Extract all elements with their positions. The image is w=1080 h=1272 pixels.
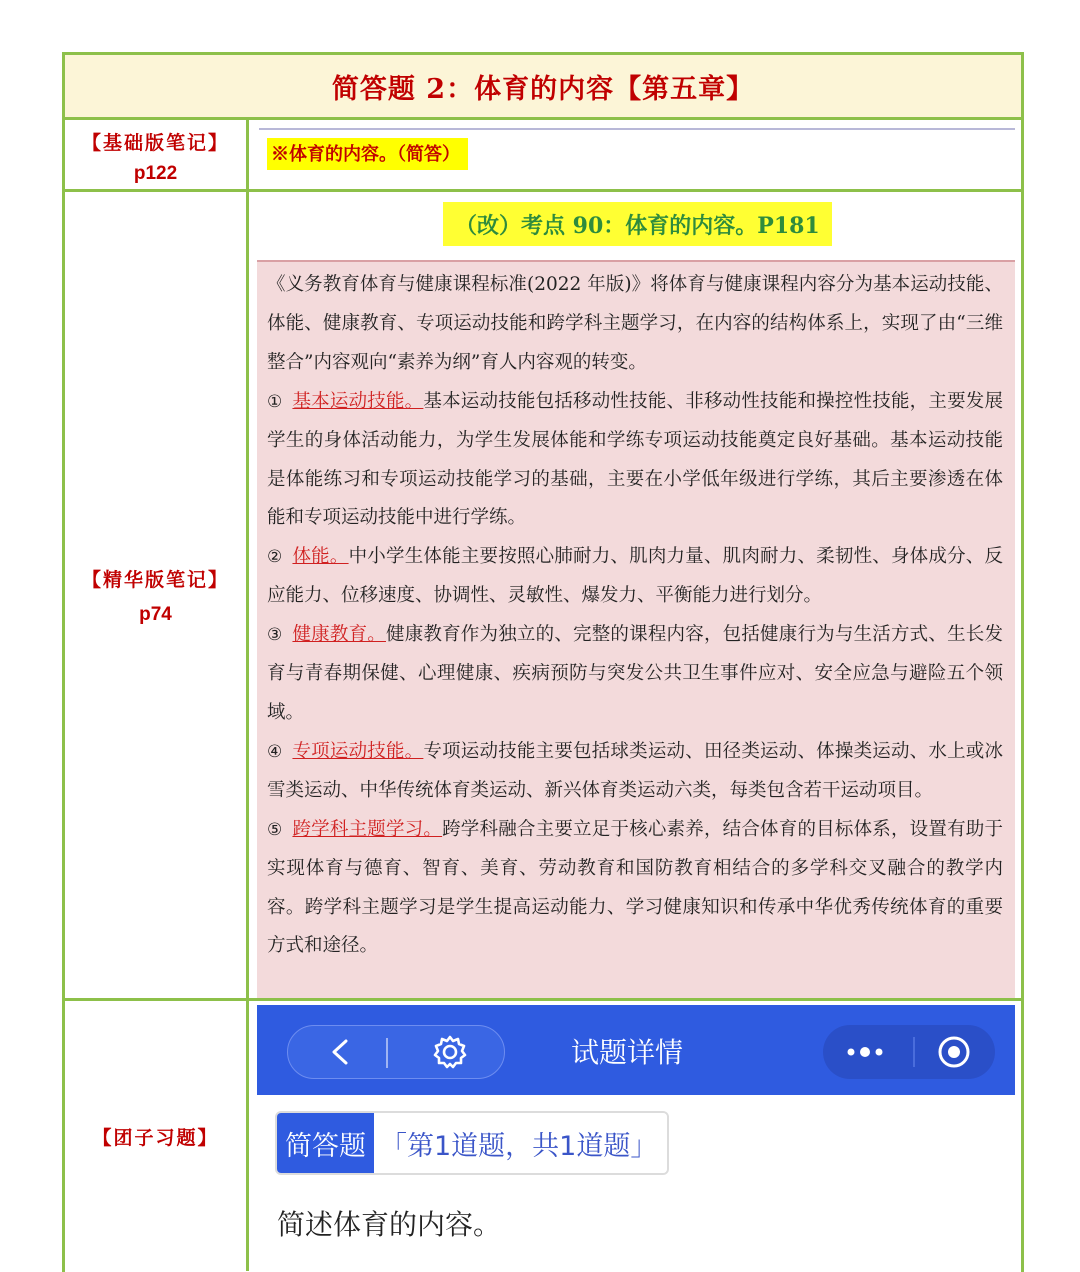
item-keyword: 健康教育。 <box>292 624 386 646</box>
basic-notes-label: 【基础版笔记】 <box>81 131 229 154</box>
basic-notes-box <box>259 128 1015 170</box>
note-table <box>62 52 1024 1272</box>
target-icon[interactable] <box>937 1035 971 1069</box>
practice-label-cell <box>65 1001 249 1271</box>
item-text: 健康教育作为独立的、完整的课程内容，包括健康行为与生活方式、生长发育与青春期保健、心理健康、疾病预防与突发公共卫生事件应对、安全应急与避险五个领域。 <box>267 624 1003 723</box>
item-text: 专项运动技能主要包括球类运动、田径类运动、体操类运动、水上或冰雪类运动、中华传统体育类运动、新兴体育类运动六类，每类包含若干运动项目。 <box>267 740 1003 801</box>
essence-notes-label-cell <box>65 192 249 998</box>
capsule-divider <box>913 1037 915 1067</box>
capsule-divider <box>386 1038 388 1068</box>
item-keyword: 体能。 <box>292 546 349 568</box>
item-keyword: 基本运动技能。 <box>292 390 424 412</box>
essence-notes-page: p74 <box>139 603 172 625</box>
practice-label: 【团子习题】 <box>92 1126 219 1149</box>
basic-notes-content-cell <box>249 120 1021 192</box>
list-item: ④ 专项运动技能。专项运动技能主要包括球类运动、田径类运动、体操类运动、水上或冰雪类运动、中华传统体育类运动、新兴体育类运动六类，每类包含若干运动项目。 <box>267 740 1003 801</box>
essence-notes-label: 【精华版笔记】 <box>81 568 229 591</box>
key-point-body <box>257 260 1015 1000</box>
basic-notes-label-cell <box>65 120 249 192</box>
page-title: 简答题 2：体育的内容【第五章】 <box>65 55 1021 120</box>
item-text: 中小学生体能主要按照心肺耐力、肌肉力量、肌肉耐力、柔韧性、身体成分、反应能力、位移速度、协调性、灵敏性、爆发力、平衡能力进行划分。 <box>267 546 1003 607</box>
more-dots-icon[interactable] <box>845 1045 885 1059</box>
intro-paragraph: 《义务教育体育与健康课程标准(2022 年版)》将体育与健康课程内容分为基本运动技能、体能、健康教育、专项运动技能和跨学科主题学习，在内容的结构体系上，实现了由“三维整合”内容观向“素养为纲”育人内容观的转变。 <box>267 274 1003 373</box>
list-item: ⑤ 跨学科主题学习。跨学科融合主要立足于核心素养，结合体育的目标体系，设置有助于实现体育与德育、智育、美育、劳动教育和国防教育相结合的多学科交叉融合的教学内容。跨学科主题学习是学生提高运动能力、学习健康知识和传承中华优秀传统体育的重要方式和途径。 <box>267 818 1003 957</box>
basic-notes-page: p122 <box>133 162 178 184</box>
item-keyword: 跨学科主题学习。 <box>292 818 443 840</box>
gear-icon[interactable] <box>432 1034 468 1070</box>
list-item: ① 基本运动技能。基本运动技能包括移动性技能、非移动性技能和操控性技能，主要发展学生的身体活动能力，为学生发展体能和学练专项运动技能奠定良好基础。基本运动技能是体能练习和专项运动技能学习的基础，主要在小学低年级进行学练，其后主要渗透在体能和专项运动技能中进行学练。 <box>267 390 1003 529</box>
item-keyword: 专项运动技能。 <box>292 740 424 762</box>
app-title: 试题详情 <box>571 1036 684 1069</box>
item-text: 跨学科融合主要立足于核心素养，结合体育的目标体系，设置有助于实现体育与德育、智育、美育、劳动教育和国防教育相结合的多学科交叉融合的教学内容。跨学科主题学习是学生提高运动能力、学习健康知识和传承中华优秀传统体育的重要方式和途径。 <box>267 818 1003 957</box>
back-chevron-icon[interactable] <box>328 1039 352 1065</box>
key-point-title: （改）考点 90：体育的内容。P181 <box>443 202 832 246</box>
basic-question: ※体育的内容。（简答） <box>267 138 468 170</box>
practice-question: 简述体育的内容。 <box>277 1208 502 1241</box>
nav-capsule-right <box>823 1025 995 1079</box>
item-text: 基本运动技能包括移动性技能、非移动性技能和操控性技能，主要发展学生的身体活动能力，为学生发展体能和学练专项运动技能奠定良好基础。基本运动技能是体能练习和专项运动技能学习的基础，主要在小学低年级进行学练，其后主要渗透在体能和专项运动技能中进行学练。 <box>267 390 1003 529</box>
question-type-badge: 简答题 <box>277 1113 374 1173</box>
nav-capsule-left <box>287 1025 505 1079</box>
practice-content-cell <box>249 1001 1021 1271</box>
list-item: ② 体能。中小学生体能主要按照心肺耐力、肌肉力量、肌肉耐力、柔韧性、身体成分、反应能力、位移速度、协调性、灵敏性、爆发力、平衡能力进行划分。 <box>267 546 1003 607</box>
essence-notes-content-cell <box>249 192 1021 998</box>
question-counter: 「第1道题，共1道题」 <box>374 1113 667 1173</box>
app-header-bar <box>257 1005 1015 1095</box>
question-tag <box>275 1111 669 1175</box>
list-item: ③ 健康教育。健康教育作为独立的、完整的课程内容，包括健康行为与生活方式、生长发育与青春期保健、心理健康、疾病预防与突发公共卫生事件应对、安全应急与避险五个领域。 <box>267 624 1003 723</box>
